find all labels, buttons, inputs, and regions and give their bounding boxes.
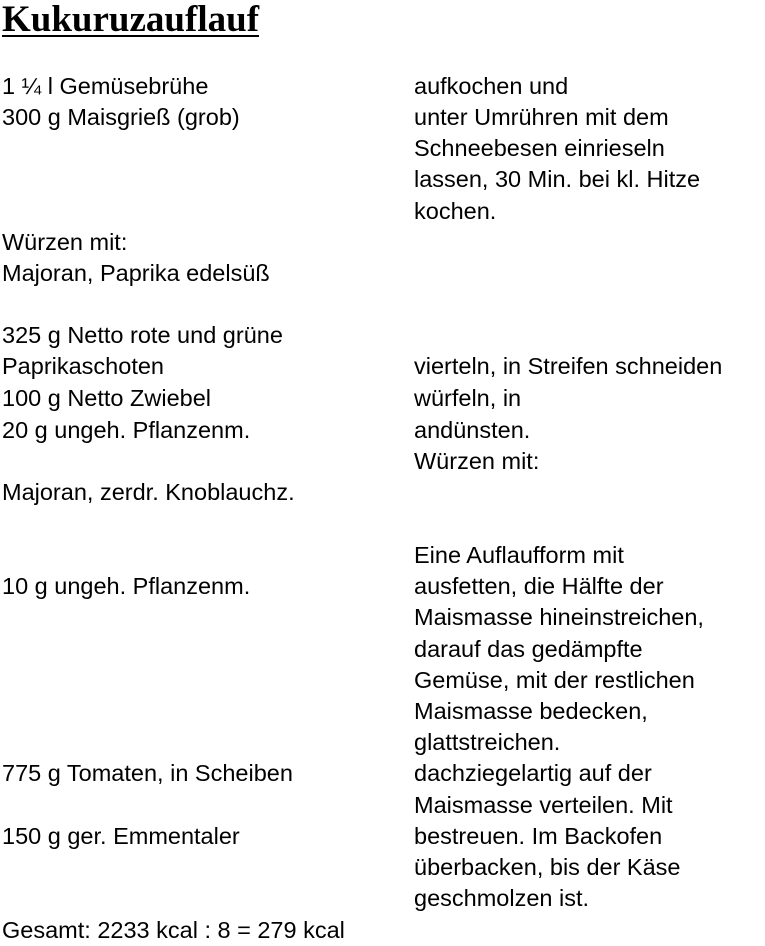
- ingredient-line: Majoran, zerdr. Knoblauchz.: [2, 479, 295, 505]
- ingredient-line: 150 g ger. Emmentaler: [2, 823, 240, 849]
- instruction-line: unter Umrühren mit dem: [414, 104, 669, 130]
- ingredient-line: 10 g ungeh. Pflanzenm.: [2, 573, 251, 599]
- ingredient-line: Würzen mit:: [2, 229, 128, 255]
- instruction-line: darauf das gedämpfte: [414, 636, 643, 662]
- instruction-line: ausfetten, die Hälfte der: [414, 573, 664, 599]
- instruction-line: lassen, 30 Min. bei kl. Hitze: [414, 166, 701, 192]
- instruction-line: Würzen mit:: [414, 448, 540, 474]
- instruction-line: vierteln, in Streifen schneiden: [414, 353, 723, 379]
- instruction-line: Schneebesen einrieseln: [414, 135, 665, 161]
- ingredient-line: Paprikaschoten: [2, 353, 164, 379]
- instruction-line: überbacken, bis der Käse: [414, 854, 681, 880]
- instruction-line: glattstreichen.: [414, 729, 561, 755]
- instruction-line: dachziegelartig auf der: [414, 760, 652, 786]
- instruction-line: Maismasse verteilen. Mit: [414, 792, 673, 818]
- instruction-line: kochen.: [414, 198, 497, 224]
- instruction-line: Maismasse bedecken,: [414, 698, 648, 724]
- instruction-line: geschmolzen ist.: [414, 885, 590, 911]
- ingredient-line: 1 ¼ l Gemüsebrühe: [2, 73, 209, 99]
- instruction-line: bestreuen. Im Backofen: [414, 823, 663, 849]
- ingredient-line: 100 g Netto Zwiebel: [2, 385, 212, 411]
- ingredient-line: 20 g ungeh. Pflanzenm.: [2, 417, 251, 443]
- recipe-title: Kukuruzauflauf: [2, 0, 260, 40]
- instruction-line: Maismasse hineinstreichen,: [414, 604, 704, 630]
- instruction-line: Gemüse, mit der restlichen: [414, 667, 695, 693]
- calorie-total: Gesamt: 2233 kcal : 8 = 279 kcal: [2, 917, 345, 943]
- instruction-line: aufkochen und: [414, 73, 569, 99]
- instruction-line: Eine Auflaufform mit: [414, 542, 624, 568]
- ingredient-line: 300 g Maisgrieß (grob): [2, 104, 240, 130]
- instruction-line: andünsten.: [414, 417, 531, 443]
- ingredient-line: 775 g Tomaten, in Scheiben: [2, 760, 293, 786]
- instruction-line: würfeln, in: [414, 385, 522, 411]
- ingredient-line: 325 g Netto rote und grüne: [2, 322, 283, 348]
- ingredient-line: Majoran, Paprika edelsüß: [2, 260, 270, 286]
